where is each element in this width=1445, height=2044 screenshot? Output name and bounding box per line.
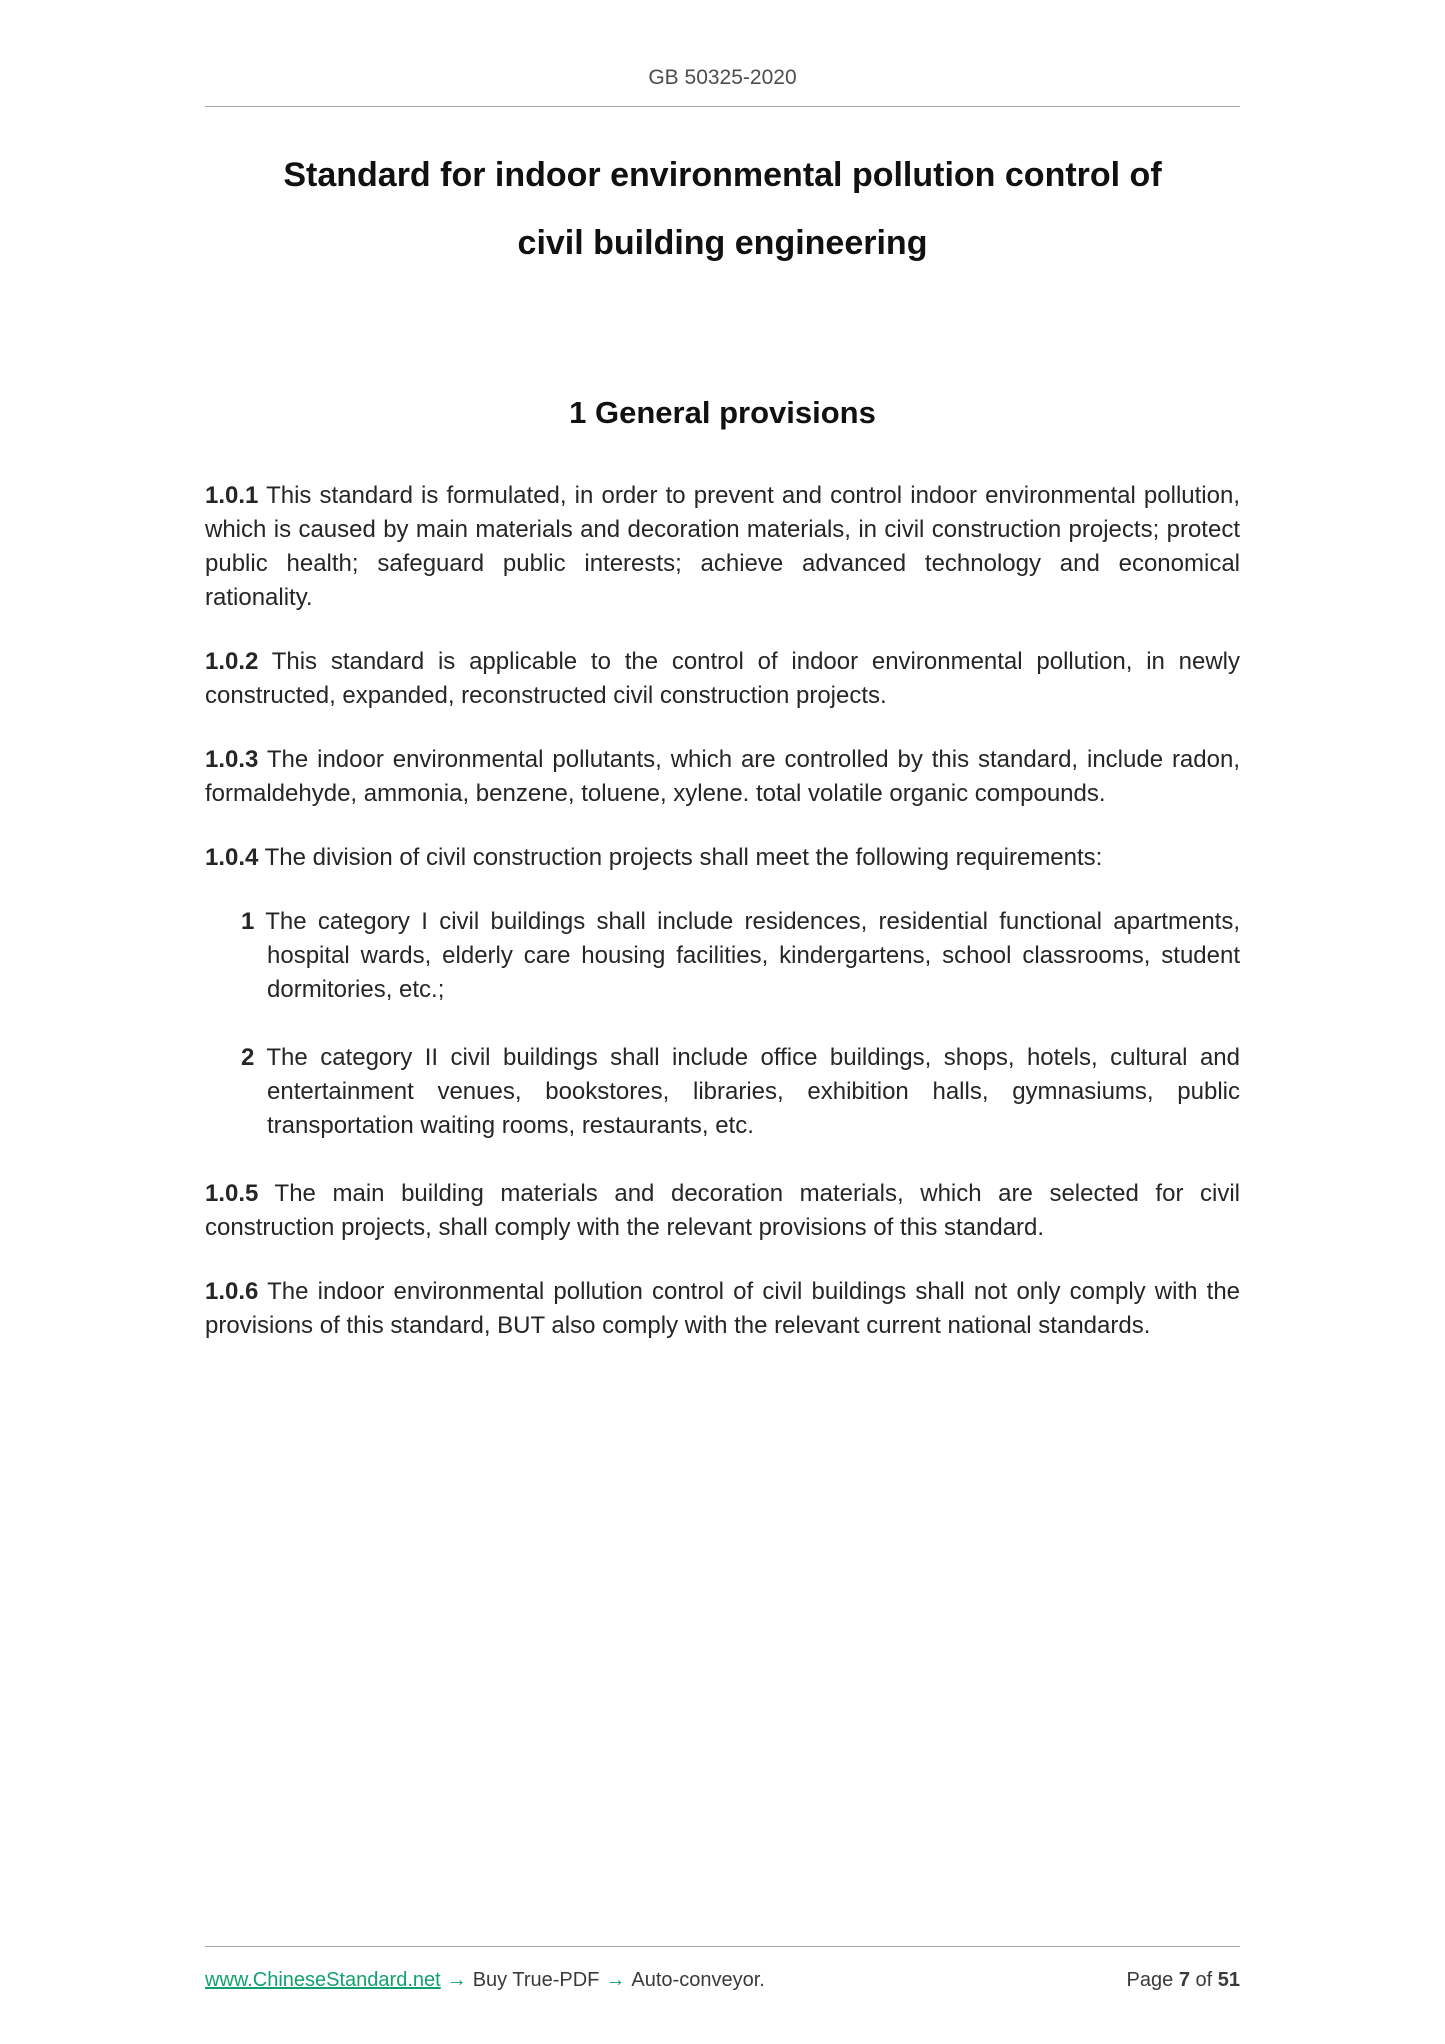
paragraph-number: 1.0.3	[205, 746, 259, 773]
section-heading: 1 General provisions	[569, 395, 876, 430]
paragraph-1-0-3	[205, 743, 1240, 811]
page-indicator	[1127, 1969, 1240, 1992]
paragraph-number: 1.0.6	[205, 1278, 259, 1305]
list-item-number: 1	[241, 908, 255, 935]
paragraph-text: The main building materials and decoration materials, which are selected for civil construction projects, shall comply with the relevant provisions of this standard.	[205, 1180, 1241, 1241]
page-total: 51	[1217, 1969, 1240, 1991]
paragraph-1-0-1	[205, 479, 1240, 615]
paragraph-1-0-6	[205, 1275, 1240, 1343]
footer-conveyor-text: Auto-conveyor.	[631, 1969, 765, 1991]
document-title-line-1: Standard for indoor environmental pollution control of	[283, 156, 1162, 194]
footer-buy-text: Buy True-PDF	[472, 1969, 600, 1991]
document-title	[205, 141, 1240, 277]
list-item-text: The category I civil buildings shall include residences, residential functional apartments, hospital wards, elderly care housing facilities, kindergartens, school classrooms, student dormitories, etc.;	[265, 908, 1241, 1003]
paragraph-number: 1.0.4	[205, 844, 259, 871]
arrow-right-icon: →	[446, 1969, 467, 1991]
paragraph-number: 1.0.1	[205, 482, 259, 509]
paragraph-text: This standard is applicable to the control of indoor environmental pollution, in newly constructed, expanded, reconstructed civil construction projects.	[205, 648, 1241, 709]
header-divider	[205, 106, 1240, 107]
paragraph-text: The indoor environmental pollutants, which are controlled by this standard, include radon, formaldehyde, ammonia, benzene, toluene, xylene. total volatile organic compounds.	[205, 746, 1240, 807]
list-item-1	[205, 905, 1240, 1007]
list-item-text: The category II civil buildings shall include office buildings, shops, hotels, cultural and entertainment venues, bookstores, libraries, exhibition halls, gymnasiums, public transportation waiting rooms, restaurants, etc.	[266, 1044, 1240, 1139]
page-footer	[205, 1946, 1240, 1992]
list-item-number: 2	[241, 1044, 255, 1071]
arrow-right-icon: →	[605, 1969, 626, 1991]
paragraph-number: 1.0.2	[205, 648, 259, 675]
footer-website-link[interactable]: www.ChineseStandard.net	[205, 1969, 441, 1991]
paragraph-1-0-5	[205, 1177, 1240, 1245]
of-label: of	[1195, 1969, 1213, 1991]
paragraph-number: 1.0.5	[205, 1180, 259, 1207]
paragraph-text: This standard is formulated, in order to prevent and control indoor environmental pollution, which is caused by main materials and decoration materials, in civil construction projects; protect public health; safeguard public interests; achieve advanced technology and economical rationality.	[205, 482, 1241, 611]
paragraph-text: The division of civil construction projects shall meet the following requirements:	[264, 844, 1103, 871]
page-label: Page	[1126, 1969, 1174, 1991]
header-doc-number: GB 50325-2020	[648, 66, 797, 89]
footer-source-line	[205, 1969, 765, 1992]
paragraph-1-0-2	[205, 645, 1240, 713]
paragraph-1-0-4	[205, 841, 1240, 875]
paragraph-text: The indoor environmental pollution control of civil buildings shall not only comply with the provisions of this standard, BUT also comply with the relevant current national standards.	[205, 1278, 1241, 1339]
document-title-line-2: civil building engineering	[517, 224, 928, 262]
list-item-2	[205, 1041, 1240, 1143]
page-number: 7	[1178, 1969, 1190, 1991]
